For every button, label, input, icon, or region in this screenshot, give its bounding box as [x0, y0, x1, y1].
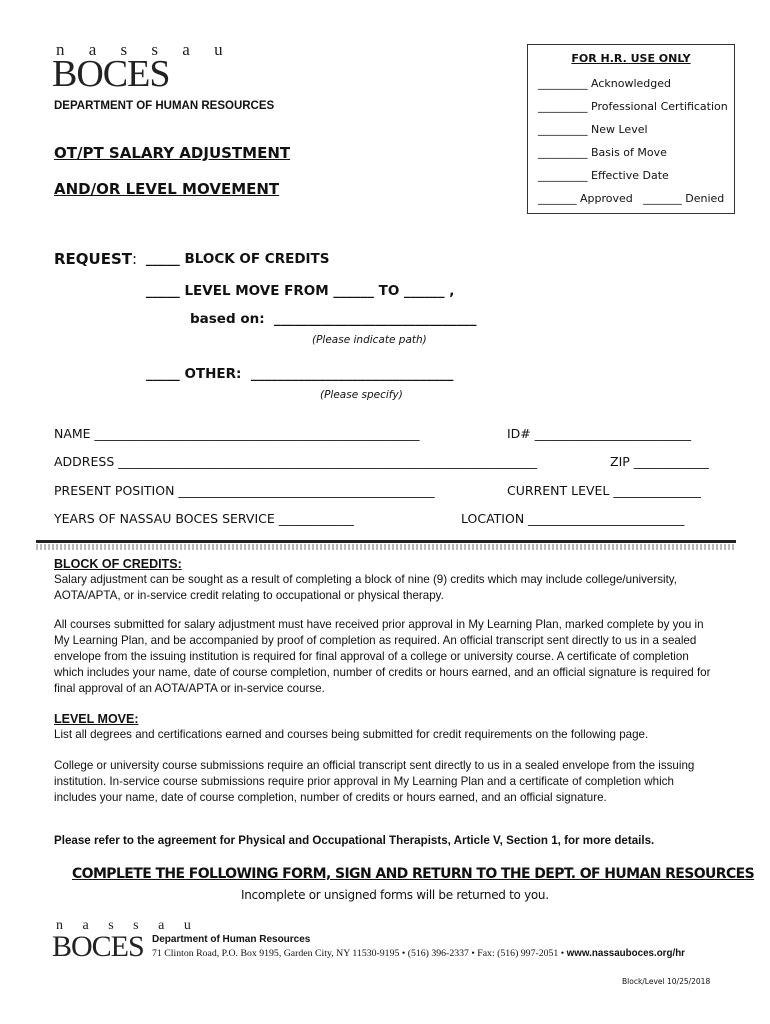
- hr-row-effective-date[interactable]: _________ Effective Date: [538, 169, 669, 182]
- zip-field[interactable]: ZIP ____________: [610, 454, 709, 469]
- block-credits-p2: All courses submitted for salary adjustment must have received prior approval in My Learning Plan, marked complete by you in My Learning Plan, and be accompanied by proof of completion as required. An official transcript sent directly to us in a sealed envelope from the issuing institution is required for final approval of a college or university course. A certificate of completion which includes your name, date of course completion, number of credits or hours earned, and an official signature is required for final approval of an AOTA/APTA or in-service course.: [54, 618, 711, 695]
- footer-website-link[interactable]: www.nassauboces.org/hr: [566, 948, 685, 959]
- level-move-p2: College or university course submissions require an official transcript sent directly to us in a sealed envelope from the issuing institution. In-service course submissions require prior approval in My Learning Plan and a certificate of completion which includes your name, date of course completion, number of credits or hours earned, and an official signature.: [54, 759, 695, 804]
- request-level-move[interactable]: _____ LEVEL MOVE FROM ______ TO ______ ,: [146, 283, 455, 299]
- hr-use-only-box: [527, 44, 735, 214]
- specify-hint: (Please specify): [320, 389, 403, 401]
- form-code: Block/Level 10/25/2018: [622, 977, 711, 986]
- location-field[interactable]: LOCATION _________________________: [461, 511, 685, 526]
- hr-row-certification[interactable]: _________ Professional Certification: [538, 100, 728, 113]
- position-field[interactable]: PRESENT POSITION _________________________________________: [54, 483, 435, 498]
- footer-address: 71 Clinton Road, P.O. Box 9195, Garden City, NY 11530-9195 • (516) 396-2337 • Fax: (516) 997-2051 • www.nassauboces.org/hr: [152, 948, 685, 959]
- request-other[interactable]: _____ OTHER: ______________________________: [146, 366, 454, 382]
- name-field[interactable]: NAME ____________________________________________________: [54, 426, 420, 441]
- path-hint: (Please indicate path): [312, 334, 427, 346]
- footer-logo-boces: BOCES: [52, 930, 144, 963]
- incomplete-warning: Incomplete or unsigned forms will be returned to you.: [241, 888, 549, 902]
- department-title: DEPARTMENT OF HUMAN RESOURCES: [54, 100, 275, 112]
- block-credits-heading: BLOCK OF CREDITS:: [54, 557, 182, 571]
- hr-box-title: FOR H.R. USE ONLY: [571, 52, 691, 65]
- request-block-credits[interactable]: _____ BLOCK OF CREDITS: [146, 251, 330, 267]
- footer-logo-nassau: n a s s a u: [56, 918, 199, 933]
- address-field[interactable]: ADDRESS ___________________________________________________________________: [54, 454, 537, 469]
- request-based-on[interactable]: based on: ______________________________: [190, 311, 477, 327]
- id-field[interactable]: ID# _________________________: [507, 426, 692, 441]
- section-divider-shade: [36, 544, 736, 550]
- logo-nassau-text: n a s s a u: [56, 40, 233, 59]
- hr-row-new-level[interactable]: _________ New Level: [538, 123, 648, 136]
- footer-dept: Department of Human Resources: [152, 934, 311, 945]
- form-title-line2: AND/OR LEVEL MOVEMENT: [54, 180, 280, 198]
- agreement-note: Please refer to the agreement for Physical and Occupational Therapists, Article V, Section 1, for more details.: [54, 834, 655, 847]
- hr-row-acknowledged[interactable]: _________ Acknowledged: [538, 77, 671, 90]
- hr-row-basis[interactable]: _________ Basis of Move: [538, 146, 667, 159]
- years-service-field[interactable]: YEARS OF NASSAU BOCES SERVICE ____________: [54, 511, 354, 526]
- form-title-line1: OT/PT SALARY ADJUSTMENT: [54, 144, 291, 162]
- current-level-field[interactable]: CURRENT LEVEL ______________: [507, 483, 701, 498]
- logo-boces: BOCES: [52, 53, 170, 95]
- complete-instruction: COMPLETE THE FOLLOWING FORM, SIGN AND RETURN TO THE DEPT. OF HUMAN RESOURCES: [72, 866, 755, 882]
- section-divider: [36, 540, 736, 543]
- level-move-p1: List all degrees and certifications earned and courses being submitted for credit requirements on the following page.: [54, 728, 649, 741]
- block-credits-p1: Salary adjustment can be sought as a result of completing a block of nine (9) credits which may include college/university, AOTA/APTA, or in-service credit relating to occupational or physical therapy.: [54, 573, 677, 602]
- request-label: REQUEST:: [54, 250, 138, 268]
- hr-row-approval[interactable]: _______ Approved _______ Denied: [538, 192, 725, 205]
- level-move-heading: LEVEL MOVE:: [54, 712, 139, 726]
